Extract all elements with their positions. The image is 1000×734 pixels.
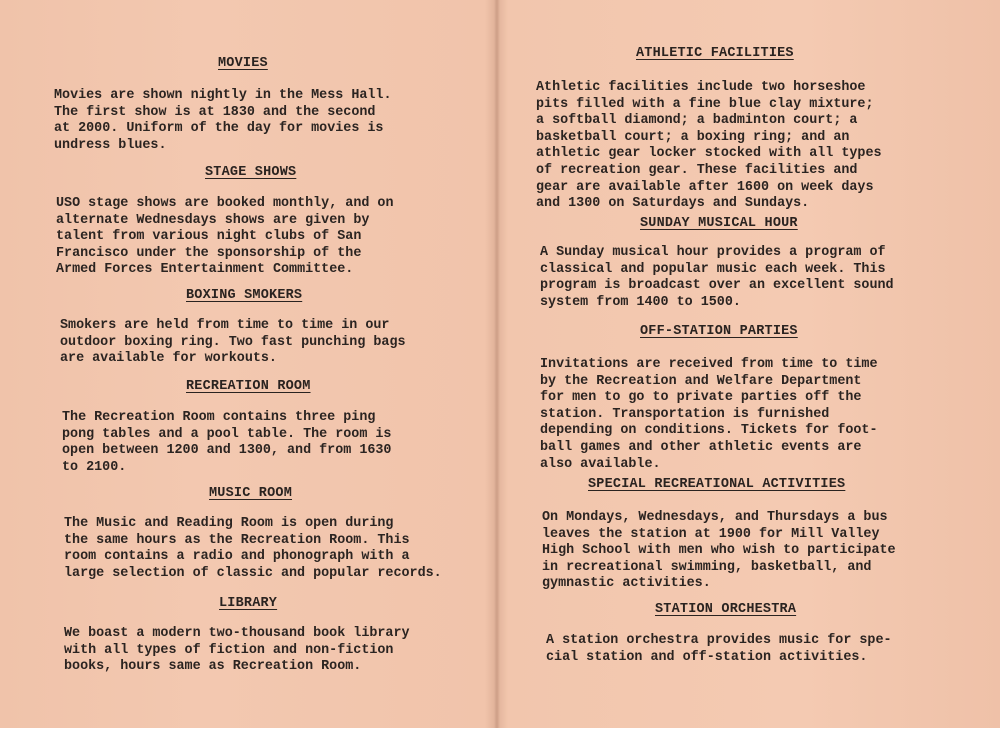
text-line: High School with men who wish to participate bbox=[542, 543, 896, 559]
paragraph-recreation-room bbox=[62, 410, 391, 476]
text-line: a softball diamond; a badminton court; a bbox=[536, 113, 858, 129]
left-page bbox=[0, 0, 495, 734]
text-line: outdoor boxing ring. Two fast punching bags bbox=[60, 334, 406, 350]
heading-recreation-room: RECREATION ROOM bbox=[186, 379, 311, 394]
heading-sunday-musical-hour: SUNDAY MUSICAL HOUR bbox=[640, 216, 798, 231]
text-line: room contains a radio and phonograph with a bbox=[64, 549, 410, 565]
heading-music-room: MUSIC ROOM bbox=[209, 486, 293, 501]
text-line: Smokers are held from time to time in our bbox=[60, 318, 390, 333]
text-line: system from 1400 to 1500. bbox=[540, 294, 741, 310]
text-line: Athletic facilities include two horseshoe bbox=[536, 80, 866, 95]
heading-library: LIBRARY bbox=[219, 596, 278, 611]
text-line: to 2100. bbox=[62, 459, 127, 475]
text-line: The first show is at 1830 and the second bbox=[54, 104, 376, 120]
text-line: station. Transportation is furnished bbox=[540, 406, 830, 422]
paragraph-stage-shows bbox=[56, 196, 394, 279]
text-line: undress blues. bbox=[54, 137, 167, 153]
text-line: A station orchestra provides music for spe- bbox=[546, 633, 892, 648]
text-line: Armed Forces Entertainment Committee. bbox=[56, 262, 354, 278]
text-line: gymnastic activities. bbox=[542, 576, 711, 592]
heading-special-recreational-activities: SPECIAL RECREATIONAL ACTIVITIES bbox=[588, 477, 846, 492]
heading-boxing-smokers: BOXING SMOKERS bbox=[186, 288, 303, 303]
text-line: gear are available after 1600 on week days bbox=[536, 179, 874, 195]
text-line: alternate Wednesdays shows are given by bbox=[56, 212, 370, 228]
paragraph-boxing-smokers bbox=[60, 318, 406, 368]
text-line: at 2000. Uniform of the day for movies is bbox=[54, 121, 384, 137]
text-line: pong tables and a pool table. The room is bbox=[62, 426, 392, 442]
text-line: the same hours as the Recreation Room. This bbox=[64, 532, 410, 548]
text-line: Movies are shown nightly in the Mess Hall. bbox=[54, 88, 392, 103]
text-line: athletic gear locker stocked with all types bbox=[536, 146, 882, 162]
text-line: are available for workouts. bbox=[60, 351, 277, 367]
text-line: talent from various night clubs of San bbox=[56, 229, 362, 245]
heading-station-orchestra: STATION ORCHESTRA bbox=[655, 602, 797, 617]
paragraph-sunday-musical-hour bbox=[540, 245, 894, 311]
heading-athletic-facilities: ATHLETIC FACILITIES bbox=[636, 46, 794, 61]
text-line: Francisco under the sponsorship of the bbox=[56, 245, 362, 261]
text-line: The Music and Reading Room is open during bbox=[64, 516, 394, 531]
heading-stage-shows: STAGE SHOWS bbox=[205, 165, 297, 180]
text-line: A Sunday musical hour provides a program of bbox=[540, 245, 886, 260]
text-line: classical and popular music each week. This bbox=[540, 261, 886, 277]
heading-movies: MOVIES bbox=[218, 56, 268, 71]
paragraph-music-room bbox=[64, 516, 442, 582]
right-page bbox=[500, 0, 1000, 734]
text-line: with all types of fiction and non-fiction bbox=[64, 642, 394, 658]
paragraph-off-station-parties bbox=[540, 357, 878, 473]
text-line: large selection of classic and popular records. bbox=[64, 565, 442, 581]
text-line: in recreational swimming, basketball, and bbox=[542, 559, 872, 575]
paragraph-athletic-facilities bbox=[536, 80, 882, 213]
text-line: also available. bbox=[540, 456, 661, 472]
paragraph-movies bbox=[54, 88, 392, 154]
text-line: program is broadcast over an excellent sound bbox=[540, 278, 894, 294]
text-line: basketball court; a boxing ring; and an bbox=[536, 129, 850, 145]
text-line: pits filled with a fine blue clay mixture; bbox=[536, 96, 874, 112]
text-line: ball games and other athletic events are bbox=[540, 439, 862, 455]
text-line: leaves the station at 1900 for Mill Valley bbox=[542, 526, 880, 542]
text-line: depending on conditions. Tickets for foot- bbox=[540, 423, 878, 439]
text-line: for men to go to private parties off the bbox=[540, 390, 862, 406]
text-line: books, hours same as Recreation Room. bbox=[64, 659, 362, 675]
heading-off-station-parties: OFF-STATION PARTIES bbox=[640, 324, 798, 339]
text-line: The Recreation Room contains three ping bbox=[62, 410, 376, 425]
text-line: open between 1200 and 1300, and from 1630 bbox=[62, 443, 392, 459]
paragraph-special-recreational-activities bbox=[542, 510, 896, 593]
paragraph-library bbox=[64, 626, 410, 676]
text-line: of recreation gear. These facilities and bbox=[536, 162, 858, 178]
text-line: cial station and off-station activities. bbox=[546, 649, 868, 665]
text-line: by the Recreation and Welfare Department bbox=[540, 373, 862, 389]
paragraph-station-orchestra bbox=[546, 633, 892, 666]
page-bottom-edge bbox=[0, 728, 1000, 734]
text-line: and 1300 on Saturdays and Sundays. bbox=[536, 196, 810, 212]
text-line: We boast a modern two-thousand book library bbox=[64, 626, 410, 641]
text-line: Invitations are received from time to time bbox=[540, 357, 878, 372]
text-line: On Mondays, Wednesdays, and Thursdays a bus bbox=[542, 510, 888, 525]
text-line: USO stage shows are booked monthly, and on bbox=[56, 196, 394, 211]
